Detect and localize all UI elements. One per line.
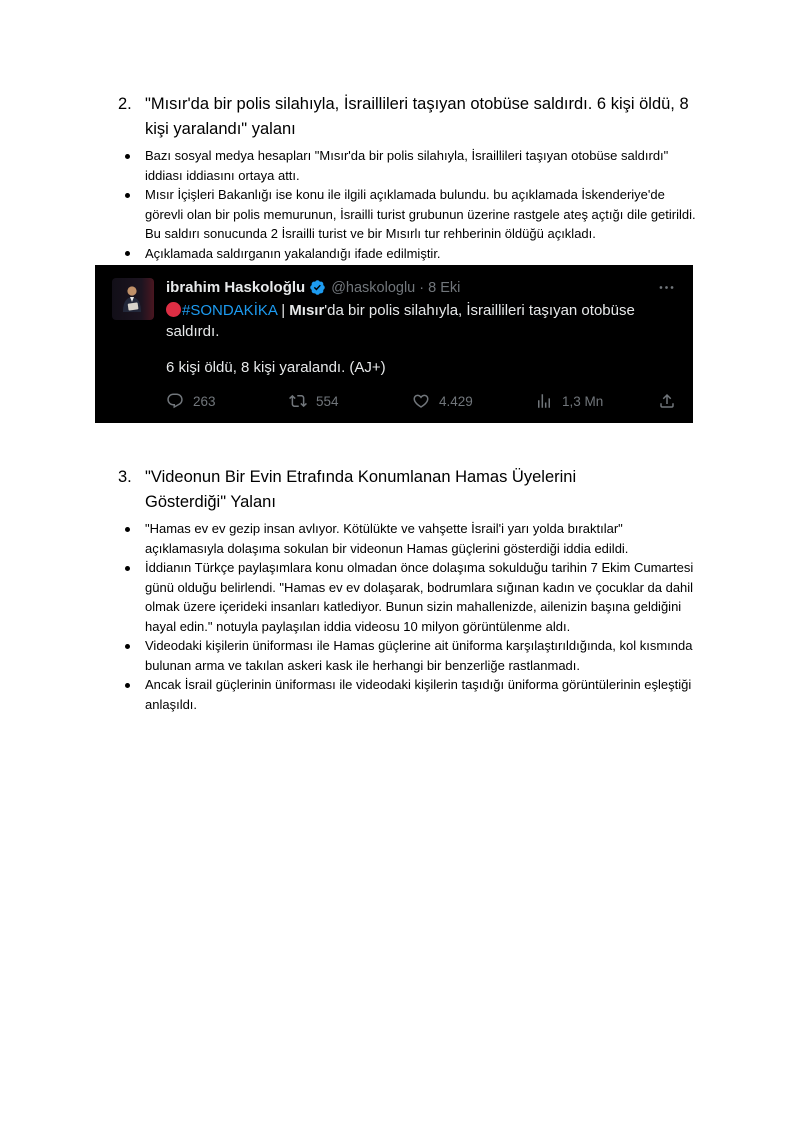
reply-count: 263 <box>193 393 216 409</box>
more-button[interactable] <box>657 278 676 297</box>
tweet-text <box>166 300 676 342</box>
tweet-text-line2: 6 kişi öldü, 8 kişi yaralandı. (AJ+) <box>166 359 386 376</box>
section-3-bullet-list <box>118 519 700 714</box>
bullet-item: Ancak İsrail güçlerinin üniforması ile videodaki kişilerin taşıdığı üniforma görüntülerinin eşleştiği anlaşıldı. <box>118 675 700 714</box>
retweet-button[interactable] <box>289 392 412 410</box>
tweet-body <box>166 278 676 410</box>
hashtag-link[interactable]: #SONDAKİKA <box>182 302 278 319</box>
red-circle-emoji <box>166 302 181 317</box>
retweet-count: 554 <box>316 393 339 409</box>
tweet-name-row <box>166 278 676 297</box>
reply-button[interactable] <box>166 392 289 410</box>
tweet-stats-row <box>166 392 676 410</box>
embedded-tweet <box>95 265 693 423</box>
share-button[interactable] <box>658 392 676 410</box>
reply-icon <box>166 392 184 410</box>
views-count: 1,3 Mn <box>562 393 604 409</box>
tweet-text-rest: 'da bir polis silahıyla, İsraillileri taşıyan otobüse saldırdı. <box>166 302 635 340</box>
retweet-icon <box>289 392 307 410</box>
tweet-display-name[interactable]: ibrahim Haskoloğlu <box>166 279 306 296</box>
bullet-item: Mısır İçişleri Bakanlığı ise konu ile ilgili açıklamada bulundu. bu açıklamada İskenderiye'de görevli olan bir polis memurunun, İsrailli turist grubunun üzerine rastgele ateş açtığı dile getirildi. Bu saldırı sonucunda 2 İsrailli turist ve bir Mısırlı tur rehberinin öldüğü açıkladı. <box>118 185 700 244</box>
tweet-text-bold: Mısır <box>289 302 325 319</box>
section-2-heading <box>118 92 700 142</box>
bullet-item: Bazı sosyal medya hesapları "Mısır'da bir polis silahıyla, İsraillileri taşıyan otobüse saldırdı" iddiası iddiasını ortaya attı. <box>118 146 700 185</box>
views-button[interactable] <box>535 392 658 410</box>
section-3-number: 3. <box>118 468 132 486</box>
more-icon <box>657 278 676 297</box>
section-2-bullet-list <box>118 146 700 263</box>
section-3-heading <box>118 465 700 515</box>
avatar-image <box>112 278 154 320</box>
like-count: 4.429 <box>439 393 473 409</box>
like-button[interactable] <box>412 392 535 410</box>
bullet-item: Videodaki kişilerin üniforması ile Hamas güçlerine ait üniforma karşılaştırıldığında, kol kısmında bulunan arma ve takılan askeri kask ile herhangi bir benzerliğe rastlanmadı. <box>118 636 700 675</box>
share-icon <box>658 392 676 410</box>
tweet-handle-and-date[interactable]: @haskologlu · 8 Eki <box>331 279 461 296</box>
bullet-item: "Hamas ev ev gezip insan avlıyor. Kötülükte ve vahşette İsrail'i yarı yolda bıraktılar" açıklamasıyla dolaşıma sokulan bir videonun Hamas güçlerini gösterdiği iddia edildi. <box>118 519 700 558</box>
document-content <box>118 92 700 714</box>
like-icon <box>412 392 430 410</box>
bullet-item: Açıklamada saldırganın yakalandığı ifade edilmiştir. <box>118 244 700 264</box>
section-2-heading-text: "Mısır'da bir polis silahıyla, İsraillileri taşıyan otobüse saldırdı. 6 kişi öldü, 8 kişi yaralandı" yalanı <box>145 95 689 138</box>
bullet-item: İddianın Türkçe paylaşımlara konu olmadan önce dolaşıma sokulduğu tarihin 7 Ekim Cumartesi günü olduğu belirlendi. "Hamas ev ev dolaşarak, bodrumlara sığınan kadın ve çocuklar da dahil olmak üzere içerideki insanları katlediyor. Bunun sizin mahallenizde, ailenizin başına geldiğini hayal edin." notuyla paylaşılan iddia videosu 10 milyon görüntülenme aldı. <box>118 558 700 636</box>
section-2-number: 2. <box>118 95 132 113</box>
tweet-avatar[interactable] <box>112 278 154 320</box>
verified-badge-icon <box>309 279 326 296</box>
tweet-text-separator: | <box>277 302 290 319</box>
views-icon <box>535 392 553 410</box>
section-3-heading-text: "Videonun Bir Evin Etrafında Konumlanan Hamas Üyelerini Gösterdiği" Yalanı <box>145 468 577 511</box>
